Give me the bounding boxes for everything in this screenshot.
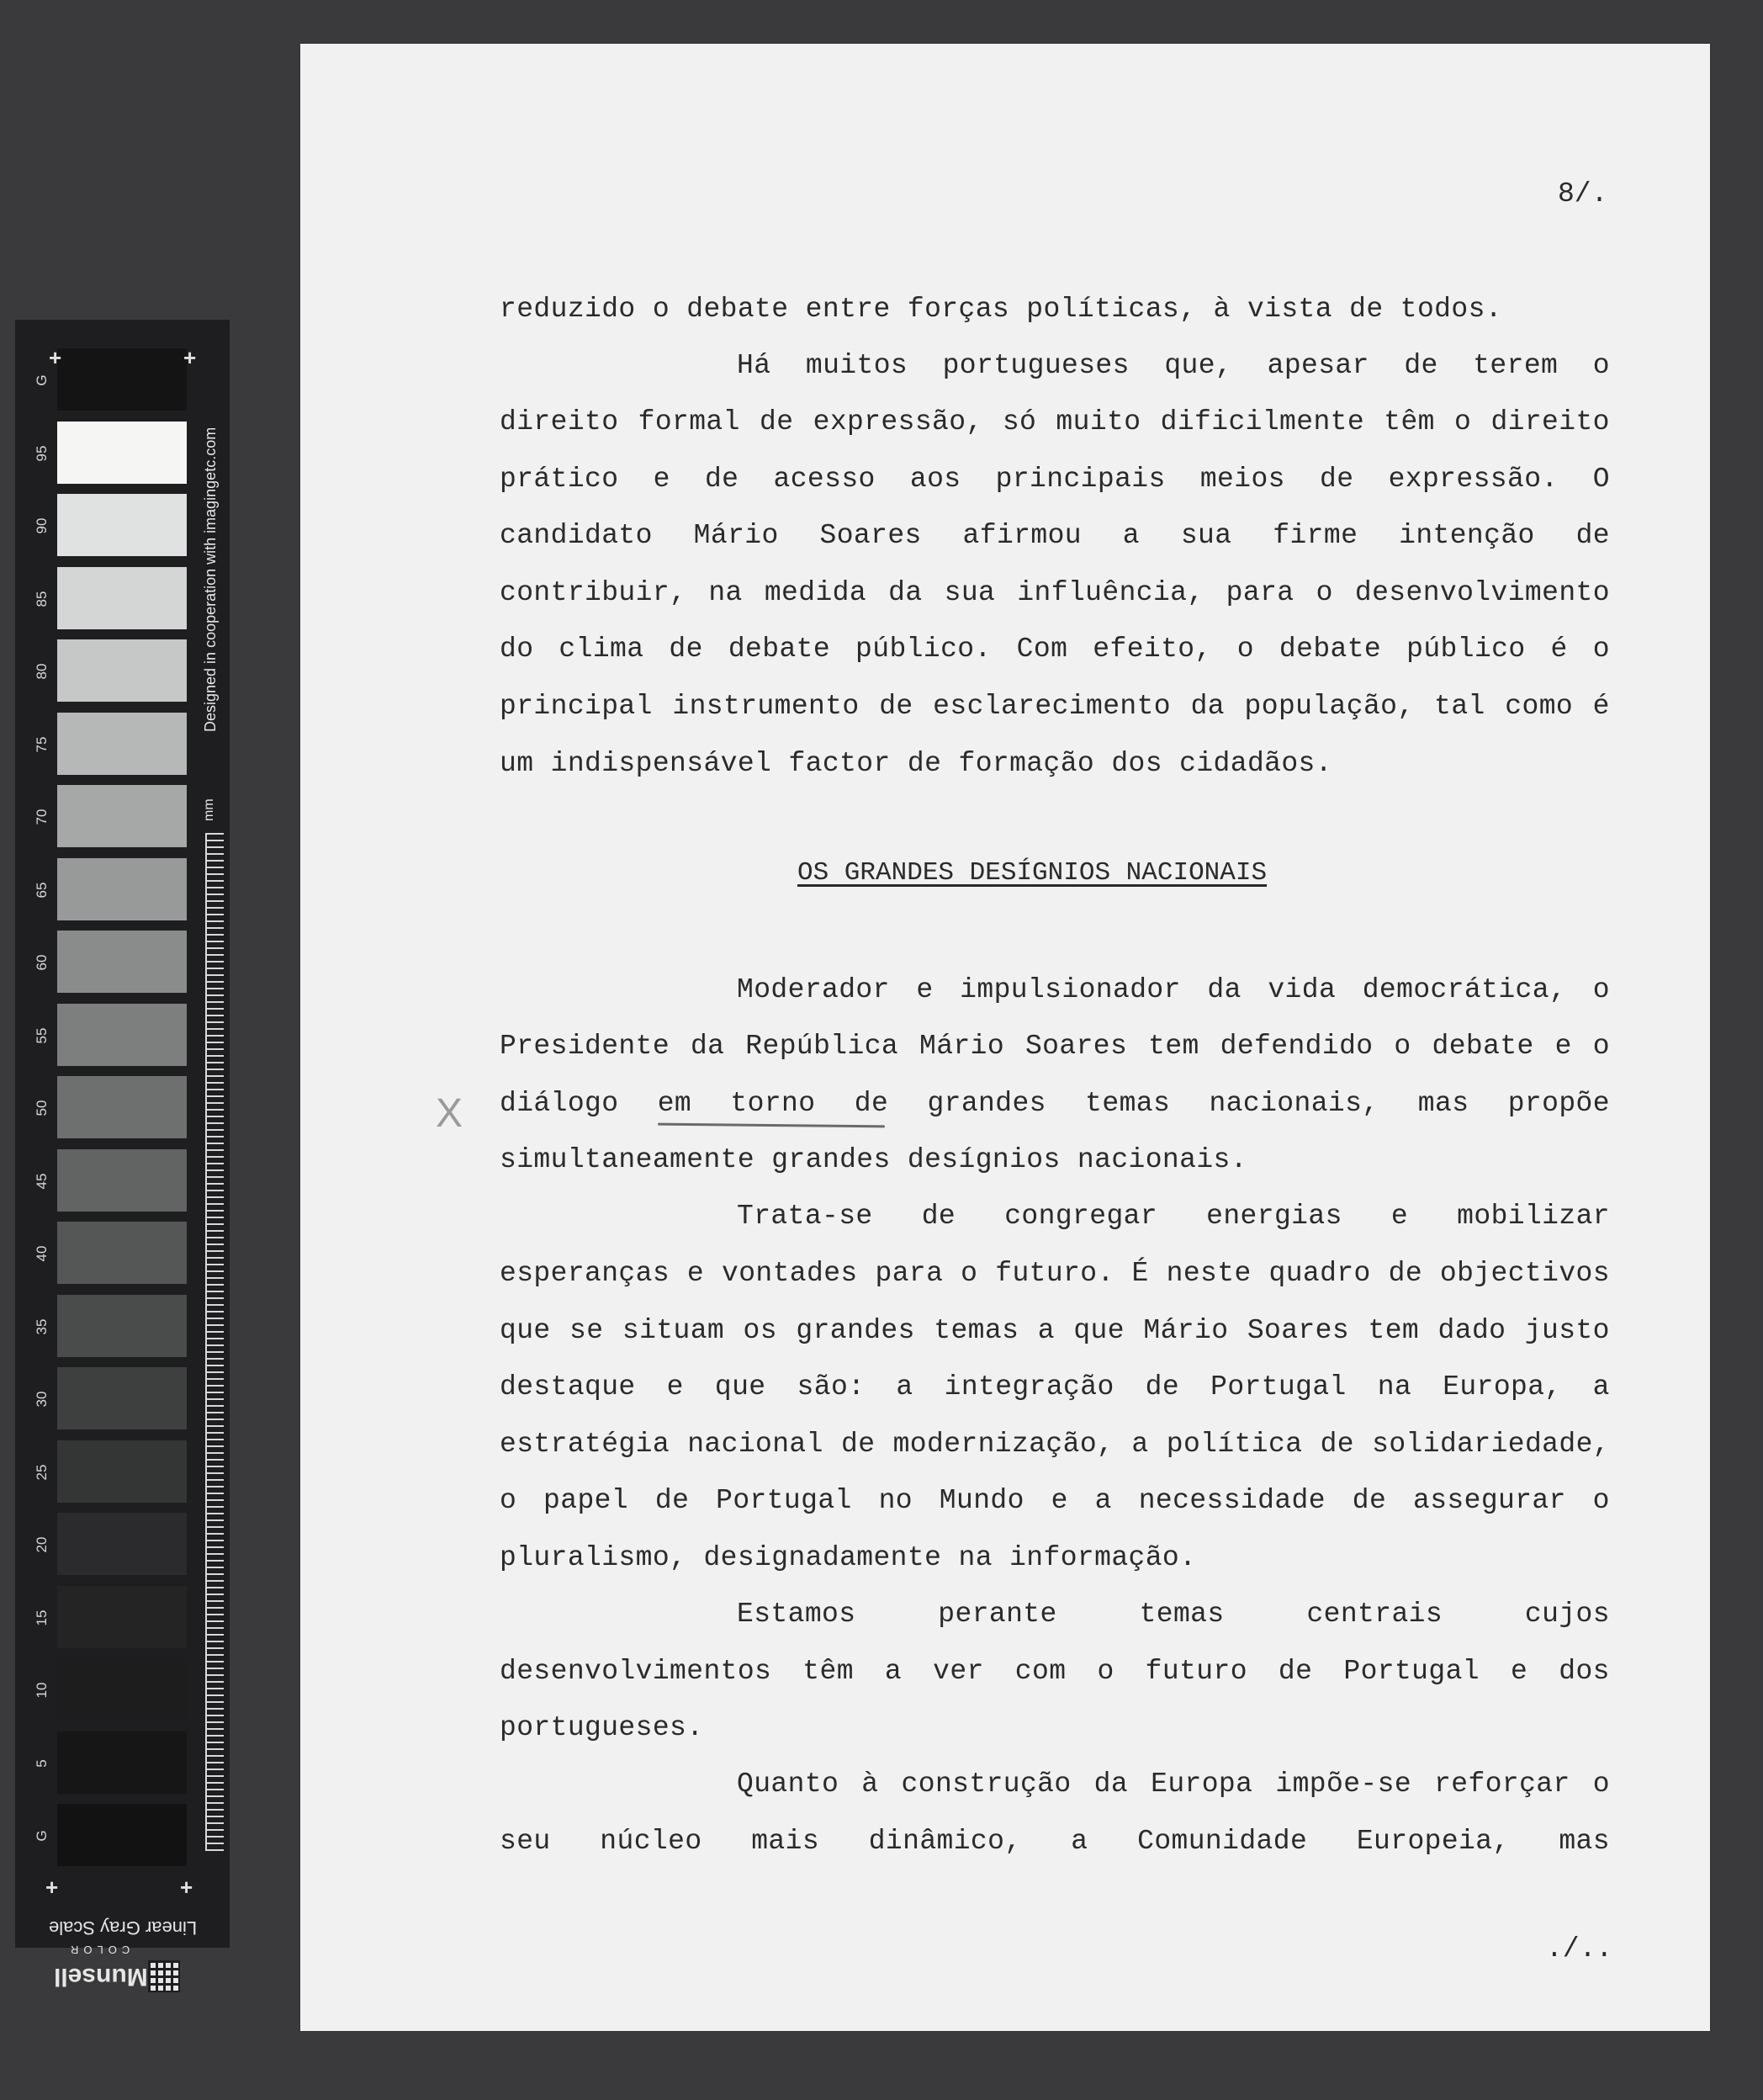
gray-patch — [57, 1586, 187, 1648]
gray-patch — [57, 858, 187, 920]
patch-label: 55 — [34, 1027, 50, 1043]
text-line: portugueses. — [500, 1712, 704, 1743]
scale-credit: Designed in cooperation with imagingetc.com — [202, 427, 219, 732]
gray-patch — [57, 1295, 187, 1357]
patch-label: 25 — [34, 1464, 50, 1480]
patch-label: 80 — [34, 663, 50, 680]
patch-label: 45 — [34, 1173, 50, 1189]
text-line: Estamos perante temas centrais cujos — [737, 1599, 1610, 1630]
gray-patch — [57, 639, 187, 702]
patch-label: 90 — [34, 517, 50, 534]
text-line: reduzido o debate entre forças políticas, à vista de todos. — [500, 294, 1502, 325]
text-line: simultaneamente grandes desígnios nacionais. — [500, 1144, 1247, 1175]
patch-label: 50 — [34, 1100, 50, 1116]
text-line: candidato Mário Soares afirmou a sua firme intenção de — [500, 520, 1610, 551]
gray-patch — [57, 422, 187, 484]
text-line: um indispensável factor de formação dos cidadãos. — [500, 748, 1332, 779]
brand-subtitle: COLOR — [66, 1944, 130, 1956]
text-line: seu núcleo mais dinâmico, a Comunidade Europeia, mas — [500, 1826, 1610, 1857]
text-line: desenvolvimentos têm a ver com o futuro de Portugal e dos — [500, 1656, 1610, 1687]
patch-label: 35 — [34, 1318, 50, 1334]
patch-label: 40 — [34, 1245, 50, 1262]
patch-label: 60 — [34, 954, 50, 971]
gray-patch — [57, 567, 187, 629]
gray-patch — [57, 931, 187, 993]
registration-mark: + — [45, 1875, 59, 1900]
text-line: diálogo em torno de grandes temas nacionais, mas propõe — [500, 1088, 1610, 1119]
gray-patch — [57, 1731, 187, 1794]
margin-x-mark: X — [436, 1091, 463, 1136]
text-line: pluralismo, designadamente na informação. — [500, 1542, 1197, 1573]
gray-patch — [57, 1658, 187, 1721]
patch-label: 85 — [34, 591, 50, 607]
registration-mark: + — [183, 345, 197, 370]
text-line: Presidente da República Mário Soares tem defendido o debate e o — [500, 1031, 1610, 1062]
text-line: do clima de debate público. Com efeito, o debate público é o — [500, 634, 1610, 665]
patch-label: G — [34, 1830, 50, 1842]
gray-patch — [57, 1222, 187, 1284]
text-line: o papel de Portugal no Mundo e a necessidade de assegurar o — [500, 1485, 1610, 1516]
brand-name: Munsell — [54, 1963, 148, 1991]
continuation-mark: ./.. — [1546, 1933, 1613, 1965]
gray-scale-strip — [15, 320, 230, 1991]
text-line: contribuir, na medida da sua influência, para o desenvolvimento — [500, 577, 1610, 608]
gray-patch — [57, 348, 187, 411]
gray-patch — [57, 1076, 187, 1138]
text-line: estratégia nacional de modernização, a política de solidariedade, — [500, 1429, 1610, 1460]
text-line: principal instrumento de esclarecimento da população, tal como é — [500, 691, 1610, 722]
patch-label: 65 — [34, 882, 50, 898]
text-line: Trata-se de congregar energias e mobilizar — [737, 1201, 1610, 1232]
text-line: prático e de acesso aos principais meios de expressão. O — [500, 464, 1610, 495]
text-line: Moderador e impulsionador da vida democrática, o — [737, 974, 1610, 1005]
gray-patch — [57, 1149, 187, 1212]
patch-label: 5 — [34, 1758, 50, 1768]
text-line: Há muitos portugueses que, apesar de terem o — [737, 350, 1610, 381]
gray-patch — [57, 1513, 187, 1575]
registration-mark: + — [49, 345, 62, 370]
gray-patch — [57, 713, 187, 775]
patch-label: 70 — [34, 809, 50, 825]
page-number: 8/. — [1558, 178, 1608, 209]
text-line: direito formal de expressão, só muito dificilmente têm o direito — [500, 406, 1610, 438]
text-line: que se situam os grandes temas a que Mário Soares tem dado justo — [500, 1315, 1610, 1346]
text-line: Quanto à construção da Europa impõe-se reforçar o — [737, 1769, 1610, 1800]
gray-patch — [57, 494, 187, 556]
patch-label: 20 — [34, 1536, 50, 1553]
patch-label: 10 — [34, 1682, 50, 1699]
gray-patch — [57, 1440, 187, 1503]
gray-patch — [57, 1804, 187, 1866]
ruler-unit: mm — [202, 798, 216, 821]
patch-label: 95 — [34, 445, 50, 461]
patch-label: 75 — [34, 736, 50, 752]
patch-label: 30 — [34, 1391, 50, 1408]
patch-label: G — [34, 374, 50, 386]
millimeter-ruler — [205, 833, 224, 1851]
munsell-logo-icon — [148, 1960, 180, 1992]
registration-mark: + — [180, 1875, 193, 1900]
patch-label: 15 — [34, 1609, 50, 1625]
section-heading: OS GRANDES DESÍGNIOS NACIONAIS — [797, 858, 1268, 888]
scale-name: Linear Gray Scale — [49, 1917, 198, 1938]
gray-patch — [57, 785, 187, 847]
text-line: destaque e que são: a integração de Portugal na Europa, a — [500, 1371, 1610, 1403]
gray-patch — [57, 1367, 187, 1429]
text-line: esperanças e vontades para o futuro. É neste quadro de objectivos — [500, 1258, 1610, 1289]
gray-patch — [57, 1004, 187, 1066]
